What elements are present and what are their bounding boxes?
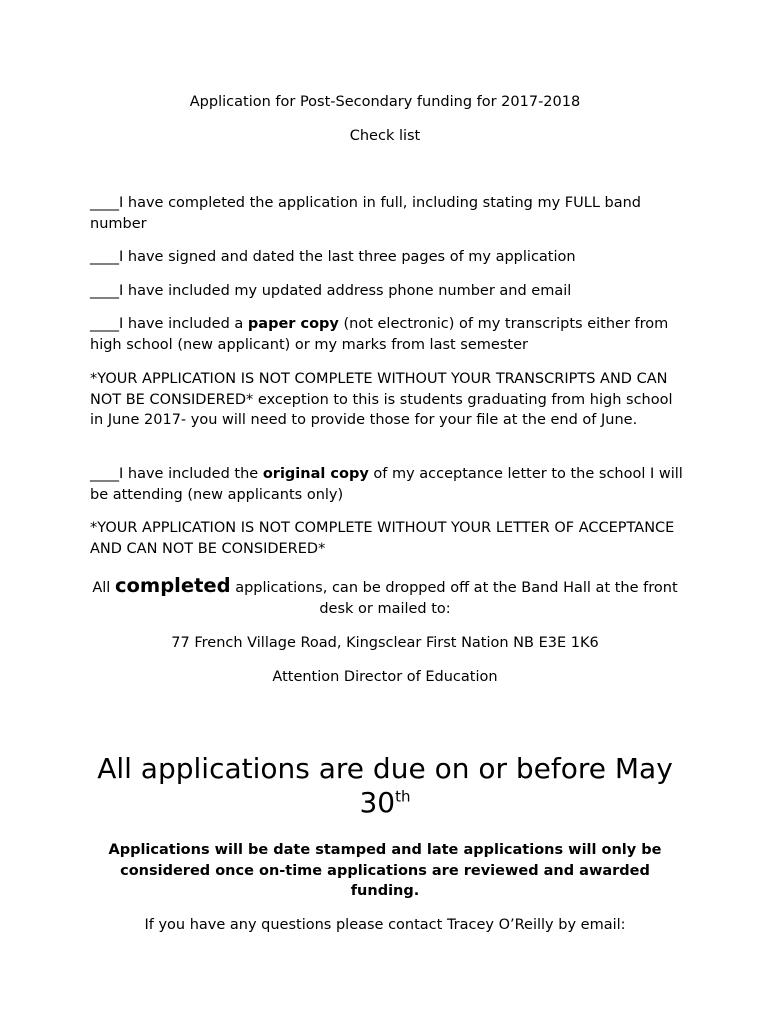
submission-prefix: All [92, 580, 115, 596]
checklist-item-transcripts-prefix: ____I have included a [90, 316, 248, 332]
transcripts-warning: *YOUR APPLICATION IS NOT COMPLETE WITHOUT YOUR TRANSCRIPTS AND CAN NOT BE CONSIDERED* exception to this is students graduating from high school in June 2017- you will need to provide those for your file at the end of June. [90, 371, 673, 428]
checklist-item-transcripts [90, 314, 685, 355]
checklist-item-acceptance-suffix: of my acceptance letter to the school I will be attending (new applicants only) [90, 466, 683, 503]
checklist-item-signed-pages: ____I have signed and dated the last three pages of my application [90, 249, 576, 265]
checklist-item-acceptance-prefix: ____I have included the [90, 466, 263, 482]
submission-instructions [85, 576, 685, 619]
contact-line: If you have any questions please contact Tracey O’Reilly by email: [144, 917, 626, 933]
checklist-item-acceptance-letter [90, 464, 685, 505]
deadline-heading [70, 752, 700, 820]
deadline-text: All applications are due on or before May 30 [97, 752, 673, 819]
submission-suffix: applications, can be dropped off at the Band Hall at the front desk or mailed to: [230, 580, 678, 617]
attention-line: Attention Director of Education [272, 669, 498, 685]
mailing-address: 77 French Village Road, Kingsclear First Nation NB E3E 1K6 [171, 635, 599, 651]
checklist-item-transcripts-suffix: (not electronic) of my transcripts either from high school (new applicant) or my marks from last semester [90, 316, 669, 353]
checklist-item-acceptance-emphasis: original copy [262, 466, 369, 482]
checklist-item-transcripts-emphasis: paper copy [247, 316, 339, 332]
acceptance-warning: *YOUR APPLICATION IS NOT COMPLETE WITHOUT YOUR LETTER OF ACCEPTANCE AND CAN NOT BE CONSIDERED* [90, 520, 675, 557]
late-application-note: Applications will be date stamped and late applications will only be considered once on-time applications are reviewed and awarded funding. [108, 842, 662, 899]
document-subtitle: Check list [349, 128, 421, 144]
checklist-item-contact-info: ____I have included my updated address phone number and email [90, 283, 572, 299]
deadline-ordinal: th [395, 787, 411, 806]
submission-emphasis: completed [114, 574, 231, 597]
document-title: Application for Post-Secondary funding for 2017-2018 [189, 94, 581, 110]
checklist-item-full-application: ____I have completed the application in full, including stating my FULL band number [90, 195, 642, 232]
